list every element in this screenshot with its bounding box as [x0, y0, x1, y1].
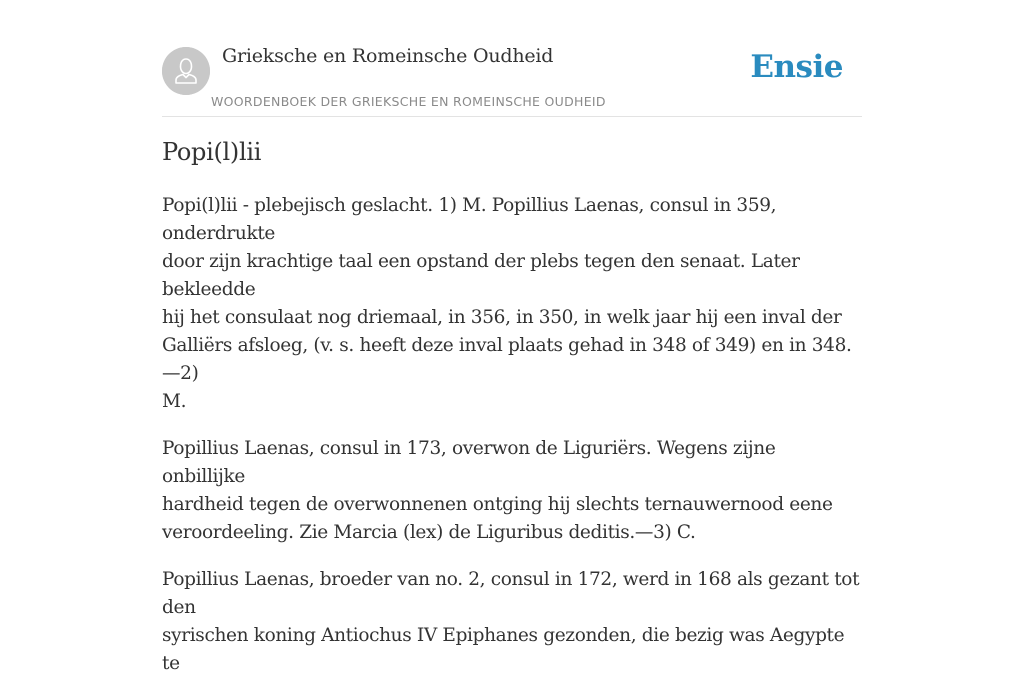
article-body — [162, 192, 862, 697]
article-paragraph: Popi(l)lii - plebejisch geslacht. 1) M. Popillius Laenas, consul in 359, onderdrukte door zijn krachtige taal een opstand der plebs tegen den senaat. Later bekleedde hij het consulaat nog driemaal, in 356, in 350, in welk jaar hij een inval der Galliërs afsloeg, (v. s. heeft deze inval plaats gehad in 348 of 349) en in 348.—2) M. — [162, 195, 852, 412]
source-title[interactable]: Grieksche en Romeinsche Oudheid — [222, 45, 554, 67]
article-paragraph: Popillius Laenas, consul in 173, overwon de Liguriërs. Wegens zijne onbillijke hardheid tegen de overwonnenen ontging hij slechts ternauwernood eene veroordeeling. Zie Marcia (lex) de Liguribus deditis.—3) C. — [162, 438, 833, 543]
page-container — [162, 0, 862, 674]
article-paragraph: Popillius Laenas, broeder van no. 2, consul in 172, werd in 168 als gezant tot den syrischen koning Antiochus IV Epiphanes gezonden, die bezig was Aegypte te — [162, 569, 860, 674]
source-header — [162, 0, 862, 117]
ensie-logo[interactable]: Ensie — [750, 49, 843, 85]
source-subtitle[interactable]: WOORDENBOEK DER GRIEKSCHE EN ROMEINSCHE OUDHEID — [211, 94, 606, 109]
source-avatar[interactable] — [162, 47, 210, 95]
page-title: Popi(l)lii — [162, 138, 262, 166]
user-icon — [162, 47, 210, 95]
